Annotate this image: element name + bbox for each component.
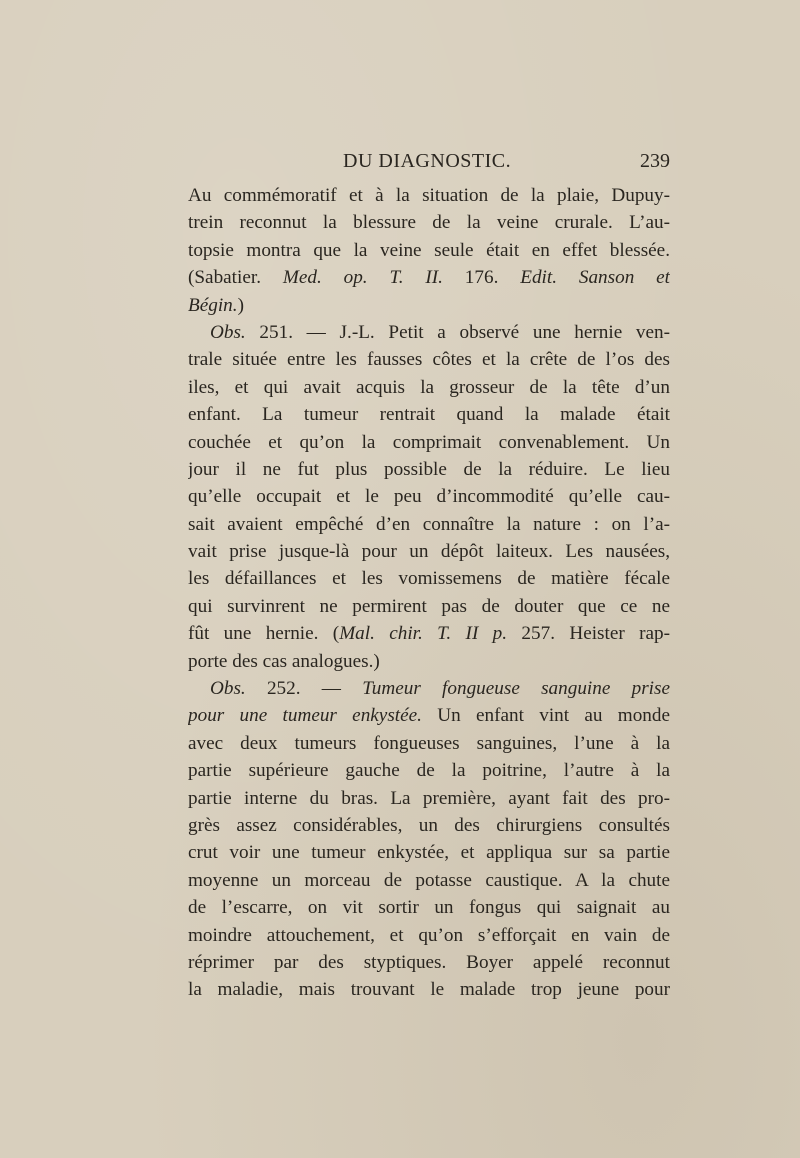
italic-run: Obs.	[210, 678, 246, 700]
text-run: sait avaient empêché d’en connaître la nature : on l’a-	[188, 513, 670, 535]
text-run: moyenne un morceau de potasse caustique. A la chute	[188, 869, 670, 891]
text-run: de l’escarre, on vit sortir un fongus qui saignait au	[188, 897, 670, 919]
text-line	[188, 812, 670, 839]
text-run: moindre attouchement, et qu’on s’efforçait en vain de	[188, 924, 670, 946]
text-run: les défaillances et les vomissemens de matière fécale	[188, 568, 670, 590]
text-run: topsie montra que la veine seule était en effet blessée.	[188, 239, 670, 261]
text-line	[188, 620, 670, 647]
italic-run: pour une tumeur enkystée.	[188, 705, 422, 727]
text-line	[188, 182, 670, 209]
italic-run: Tumeur fongueuse sanguine prise	[362, 678, 670, 700]
text-run: trein reconnut la blessure de la veine crurale. L’au-	[188, 212, 670, 234]
running-title: DU DIAGNOSTIC.	[343, 150, 512, 172]
text-run: fût une hernie. (	[188, 623, 340, 645]
text-line	[188, 839, 670, 866]
text-line	[188, 730, 670, 757]
text-run: 176.	[442, 267, 521, 289]
text-line	[188, 702, 670, 729]
text-run: 251. — J.-L. Petit a observé une hernie ven-	[245, 321, 670, 343]
text-line	[188, 511, 670, 538]
text-run: Un enfant vint au monde	[421, 705, 670, 727]
text-line	[188, 483, 670, 510]
text-line	[188, 346, 670, 373]
text-line	[188, 456, 670, 483]
italic-run: Bégin.	[188, 294, 238, 316]
text-run: qu’elle occupait et le peu d’incommodité qu’elle cau-	[188, 486, 670, 508]
text-run: qui survinrent ne permirent pas de douter que ce ne	[188, 595, 670, 617]
text-run: (Sabatier.	[188, 267, 283, 289]
text-line	[188, 401, 670, 428]
text-run: porte des cas analogues.)	[188, 650, 380, 672]
text-line	[188, 675, 670, 702]
text-line	[188, 949, 670, 976]
text-run: partie supérieure gauche de la poitrine, l’autre à la	[188, 760, 670, 782]
text-run: partie interne du bras. La première, ayant fait des pro-	[188, 787, 670, 809]
text-line	[188, 894, 670, 921]
text-line	[188, 292, 670, 319]
italic-run: Obs.	[210, 321, 246, 343]
text-run: jour il ne fut plus possible de la réduire. Le lieu	[188, 458, 670, 480]
text-line	[188, 867, 670, 894]
text-run: crut voir une tumeur enkystée, et appliqua sur sa partie	[188, 842, 670, 864]
text-run: iles, et qui avait acquis la grosseur de la tête d’un	[188, 376, 670, 398]
page-number: 239	[640, 150, 670, 172]
text-run: 252. —	[245, 678, 363, 700]
text-line	[188, 757, 670, 784]
text-line	[188, 648, 670, 675]
text-run: 257. Heister rap-	[507, 623, 670, 645]
text-line	[188, 785, 670, 812]
text-run: couchée et qu’on la comprimait convenablement. Un	[188, 431, 670, 453]
text-line	[188, 319, 670, 346]
text-run: réprimer par des styptiques. Boyer appelé reconnut	[188, 951, 670, 973]
body-text	[188, 182, 670, 1004]
text-run: )	[237, 294, 244, 316]
italic-run: Edit. Sanson et	[520, 267, 670, 289]
text-run: enfant. La tumeur rentrait quand la malade était	[188, 404, 670, 426]
running-head	[188, 150, 670, 176]
text-line	[188, 922, 670, 949]
text-line	[188, 237, 670, 264]
text-line	[188, 264, 670, 291]
text-run: avec deux tumeurs fongueuses sanguines, l’une à la	[188, 732, 670, 754]
text-run: grès assez considérables, un des chirurgiens consultés	[188, 814, 670, 836]
text-run: vait prise jusque-là pour un dépôt laiteux. Les nausées,	[188, 541, 670, 563]
italic-run: Med. op. T. II.	[282, 267, 443, 289]
text-line	[188, 209, 670, 236]
italic-run: Mal. chir. T. II p.	[339, 623, 508, 645]
text-line	[188, 565, 670, 592]
text-line	[188, 538, 670, 565]
text-run: trale située entre les fausses côtes et la crête de l’os des	[188, 349, 670, 371]
text-run: la maladie, mais trouvant le malade trop jeune pour	[188, 979, 670, 1001]
text-run: Au commémoratif et à la situation de la plaie, Dupuy-	[188, 185, 670, 206]
text-line	[188, 976, 670, 1003]
text-line	[188, 593, 670, 620]
text-line	[188, 429, 670, 456]
text-line	[188, 374, 670, 401]
